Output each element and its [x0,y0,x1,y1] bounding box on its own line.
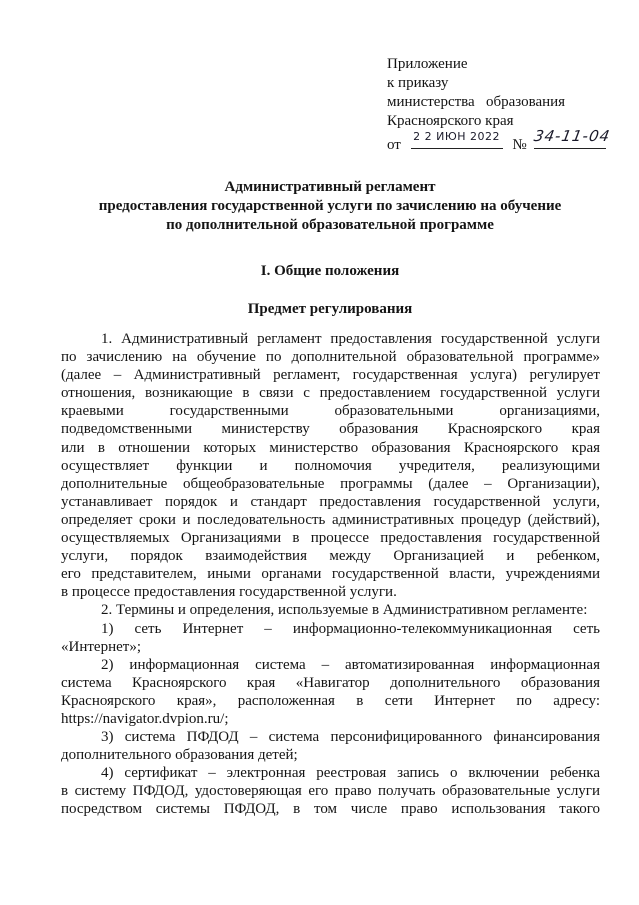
appendix-date-row [387,127,613,155]
title-line: предоставления государственной услуги по зачислению на обучение [98,198,562,214]
text-line: (далее – Административный регламент, государственная услуга) регулирует [61,367,600,384]
number-field [532,127,613,149]
text-line: его представителем, иными органами государственной власти, учреждениями [61,566,600,583]
section-heading: I. Общие положения [260,263,400,279]
text-line: по зачислению на обучение по дополнительной образовательной программе» [61,349,600,366]
text-line: осуществляет функции и полномочия учредителя, реализующими [61,457,600,474]
text-line: или в отношении которых министерство образования Красноярского края [61,439,600,456]
text-line: 1) сеть Интернет – информационно-телекоммуникационная сеть [101,620,600,637]
text-line: https://navigator.dvpion.ru/; [61,710,229,727]
text-line: услуги, порядок взаимодействия между Организацией и ребенком, [61,548,600,565]
text-line: в систему ПФДОД, удостоверяющая его право получать образовательные услуги [61,783,600,800]
text-line: краевыми государственными образовательными организациями, [61,403,600,420]
number-sign: № [512,137,527,153]
document-body [61,330,600,819]
from-label: от [387,137,401,153]
title-line: по дополнительной образовательной программе [166,217,494,233]
appendix-block [387,55,613,155]
text-line: осуществляемых Организациями в процессе предоставления государственной [61,530,600,547]
text-line: 3) система ПФДОД – система персонифицированного финансирования [101,729,600,746]
text-line: 2) информационная система – автоматизированная информационная [101,656,600,673]
text-line: подведомственными министерству образования Красноярского края [61,421,600,438]
text-line: дополнительные общеобразовательные программы (далее – Организации), [61,475,600,492]
appendix-line: Приложение [387,56,468,72]
text-line: «Интернет»; [61,638,141,655]
text-line: 4) сертификат – электронная реестровая запись о включении ребенка [101,765,600,782]
text-line: посредством системы ПФДОД, в том числе право использования такого [61,801,600,818]
subsection-heading: Предмет регулирования [247,301,413,317]
title-line: Административный регламент [224,179,436,195]
appendix-line: Красноярского края [387,113,514,129]
text-line: Красноярского края», расположенная в сети Интернет по адресу: [61,692,600,709]
date-field [411,131,503,149]
text-line: система Красноярского края «Навигатор дополнительного образования [61,674,600,691]
text-line: отношения, возникающие в связи с предоставлением государственной услуги [61,385,600,402]
handwritten-number: 34-11-04 [532,127,613,145]
text-line: дополнительного образования детей; [61,747,298,764]
text-line: определяет сроки и последовательность административных процедур (действий), [61,511,600,528]
text-line: 2. Термины и определения, используемые в Административном регламенте: [101,602,588,619]
document-title [60,178,600,235]
text-line: 1. Административный регламент предоставления государственной услуги [101,331,600,347]
date-stamp: 2 2 ИЮН 2022 [413,130,501,143]
appendix-line: к приказу [387,75,449,91]
text-line: в процессе предоставления государственной услуги. [61,584,397,601]
appendix-line: министерства образования [387,94,566,110]
text-line: устанавливает порядок и стандарт предоставления государственной услуги, [61,493,600,510]
